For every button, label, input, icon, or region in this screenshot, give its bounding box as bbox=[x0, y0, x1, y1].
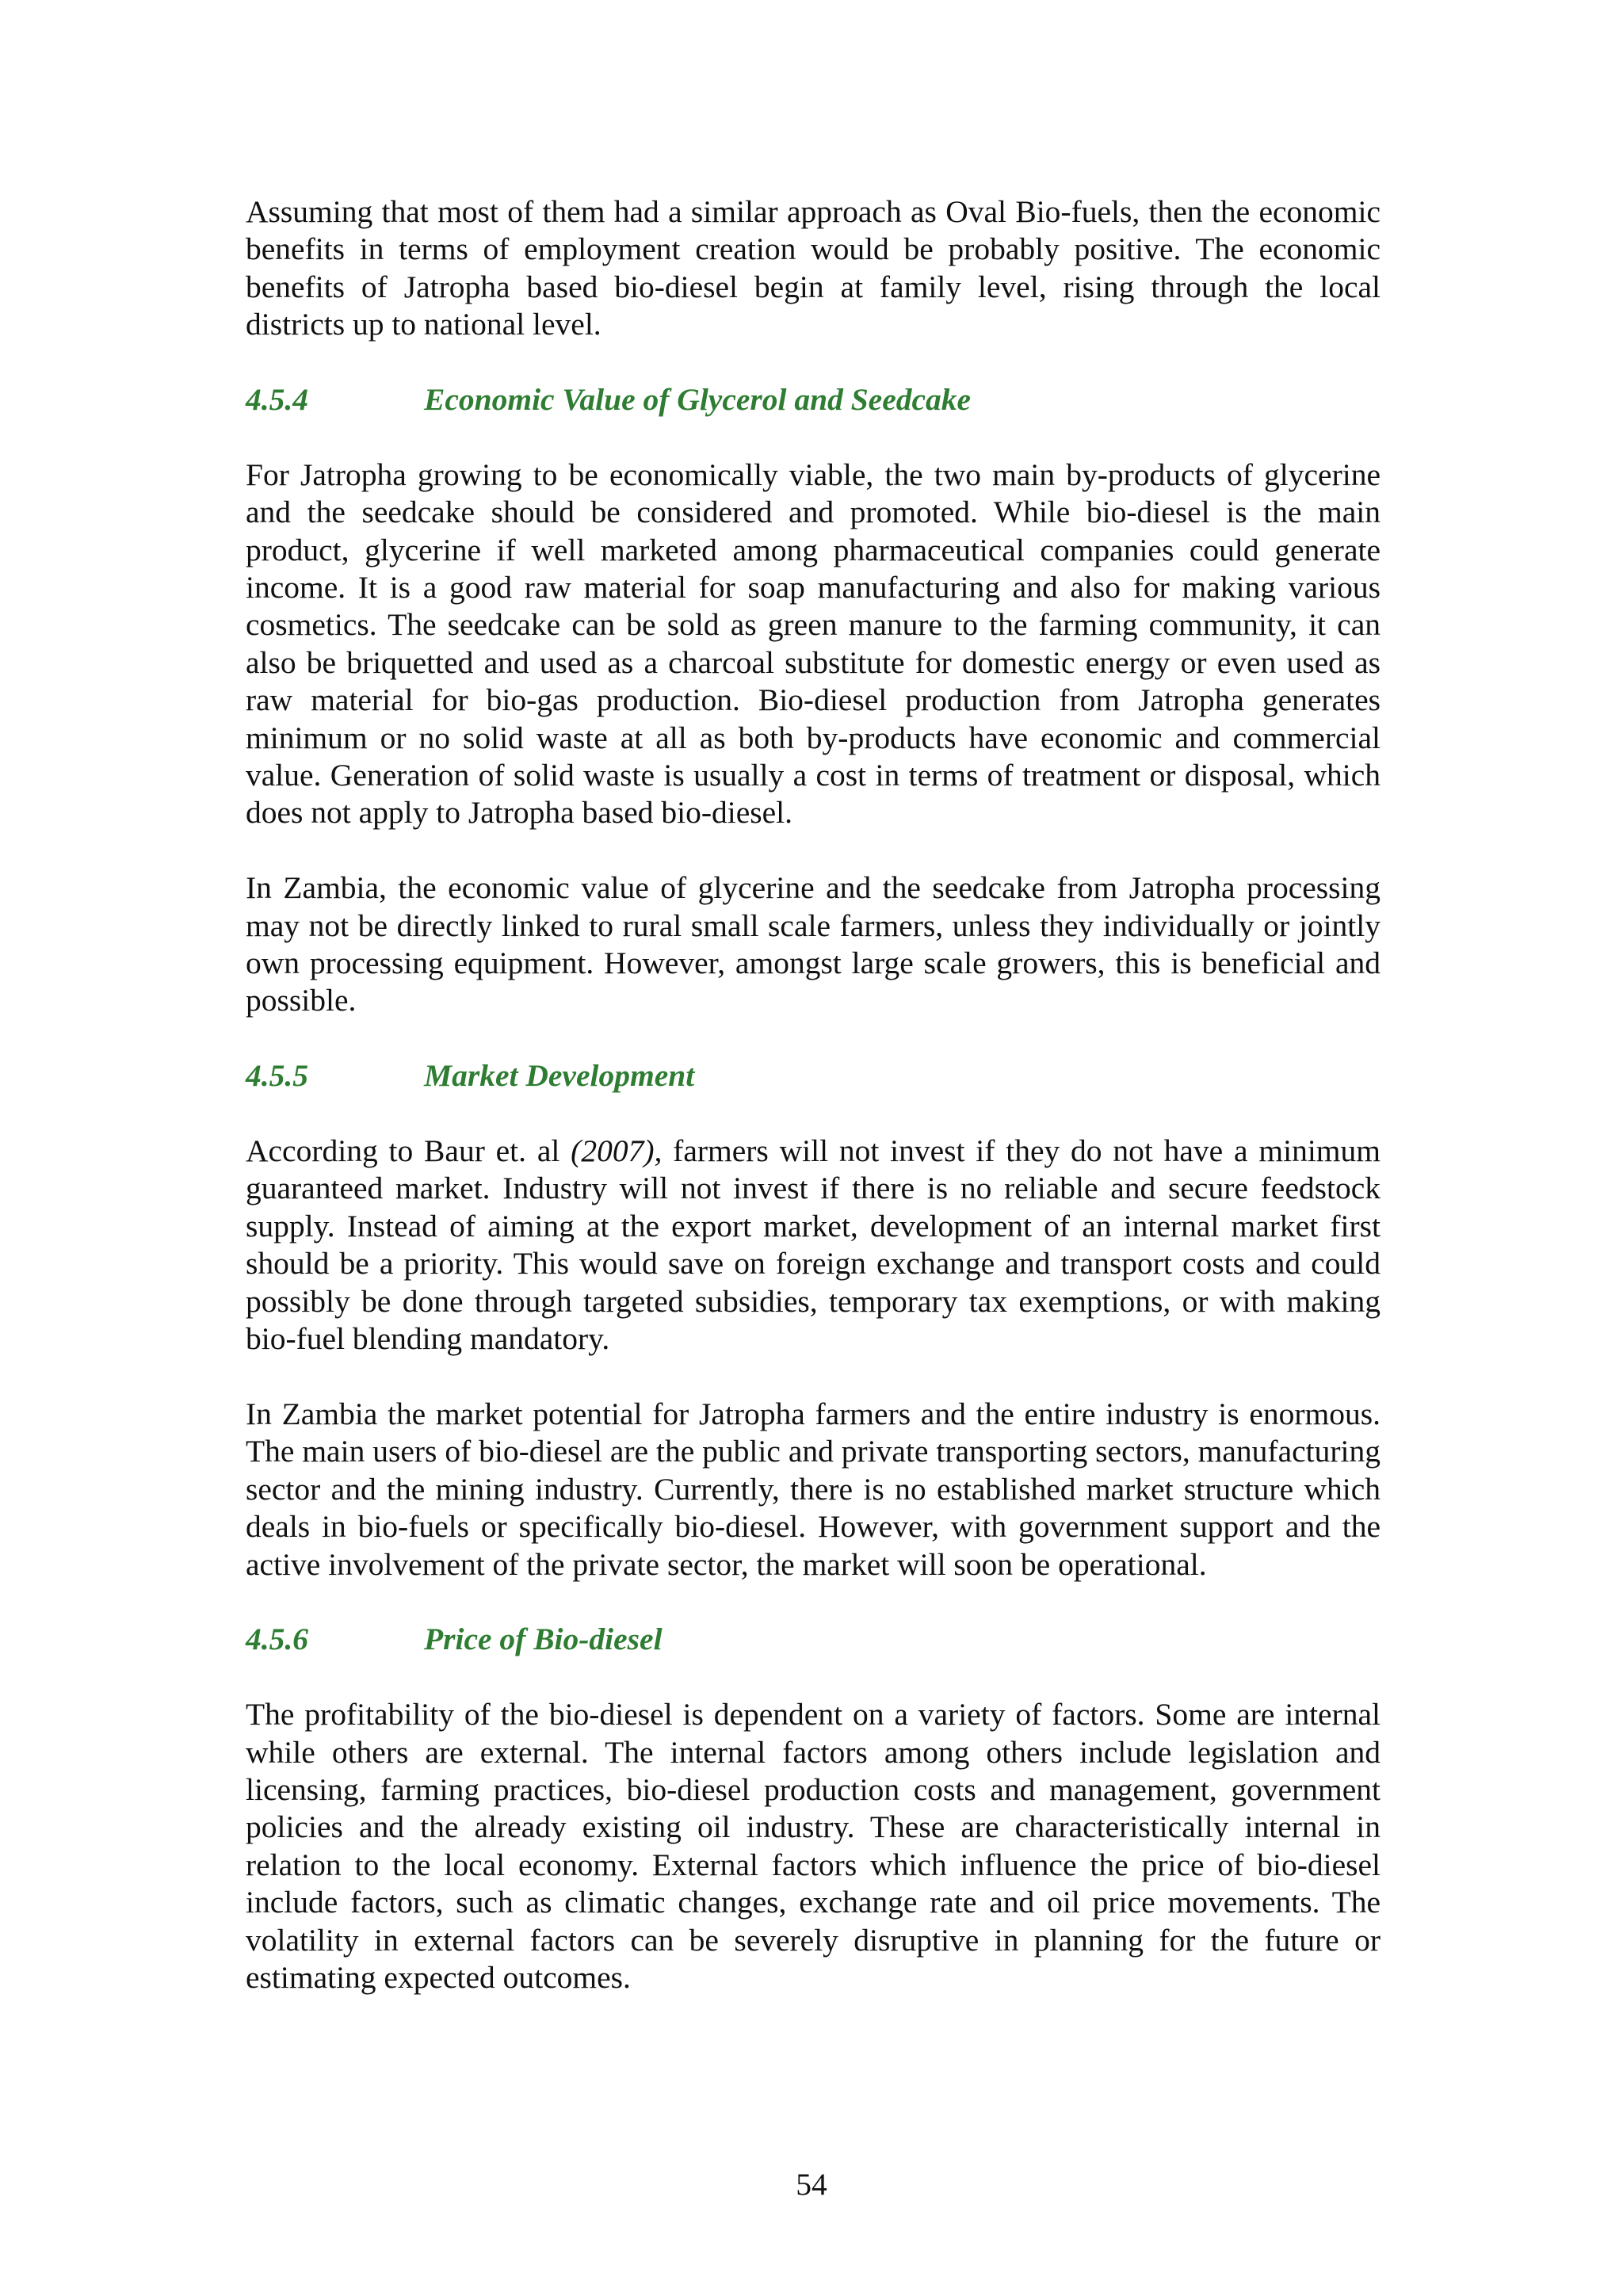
text-run: farmers will not invest if they do not have a minimum guaranteed market. Industry will not invest if there is no reliable and secure feedstock supply. Instead of aiming at the export market, development of an internal market first should be a priority. This would save on foreign exchange and transport costs and could possibly be done through targeted subsidies, temporary tax exemptions, or with making bio-fuel blending mandatory. bbox=[246, 1133, 1381, 1357]
section-title: Economic Value of Glycerol and Seedcake bbox=[424, 382, 972, 418]
paragraph-market-investment bbox=[246, 1133, 1381, 1358]
page-number: 54 bbox=[796, 2167, 827, 2202]
citation-year: (2007), bbox=[571, 1133, 663, 1169]
section-heading-4-5-4 bbox=[246, 381, 1381, 418]
section-title: Market Development bbox=[424, 1058, 695, 1094]
paragraph-price-factors: The profitability of the bio-diesel is dependent on a variety of factors. Some are internal while others are external. The internal factors among others include legislation and licensing, farming practices, bio-diesel production costs and management, government policies and the already existing oil industry. These are characteristically internal in relation to the local economy. External factors which influence the price of bio-diesel include factors, such as climatic changes, exchange rate and oil price movements. The volatility in external factors can be severely disruptive in planning for the future or estimating expected outcomes. bbox=[246, 1697, 1381, 1995]
document-body bbox=[246, 193, 1381, 1996]
paragraph-zambia-glycerine: In Zambia, the economic value of glycerine and the seedcake from Jatropha processing may not be directly linked to rural small scale farmers, unless they individually or jointly own processing equipment. However, amongst large scale growers, this is beneficial and possible. bbox=[246, 870, 1381, 1018]
section-number: 4.5.4 bbox=[246, 382, 308, 418]
paragraph-by-products: For Jatropha growing to be economically viable, the two main by-products of glycerine and the seedcake should be considered and promoted. While bio-diesel is the main product, glycerine if well marketed among pharmaceutical companies could generate income. It is a good raw material for soap manufacturing and also for making various cosmetics. The seedcake can be sold as green manure to the farming community, it can also be briquetted and used as a charcoal substitute for domestic energy or even used as raw material for bio-gas production. Bio-diesel production from Jatropha generates minimum or no solid waste at all as both by-products have economic and commercial value. Generation of solid waste is usually a cost in terms of treatment or disposal, which does not apply to Jatropha based bio-diesel. bbox=[246, 457, 1381, 831]
paragraph-zambia-market: In Zambia the market potential for Jatropha farmers and the entire industry is enormous. The main users of bio-diesel are the public and private transporting sectors, manufacturing sector and the mining industry. Currently, there is no established market structure which deals in bio-fuels or specifically bio-diesel. However, with government support and the active involvement of the private sector, the market will soon be operational. bbox=[246, 1396, 1381, 1582]
text-run: According to Baur et. al bbox=[246, 1133, 571, 1169]
section-number: 4.5.5 bbox=[246, 1058, 308, 1094]
section-heading-4-5-5 bbox=[246, 1057, 1381, 1095]
section-title: Price of Bio-diesel bbox=[424, 1622, 663, 1657]
section-number: 4.5.6 bbox=[246, 1622, 308, 1657]
section-heading-4-5-6 bbox=[246, 1621, 1381, 1658]
paragraph-employment-benefits: Assuming that most of them had a similar approach as Oval Bio-fuels, then the economic benefits in terms of employment creation would be probably positive. The economic benefits of Jatropha based bio-diesel begin at family level, rising through the local districts up to national level. bbox=[246, 194, 1381, 342]
